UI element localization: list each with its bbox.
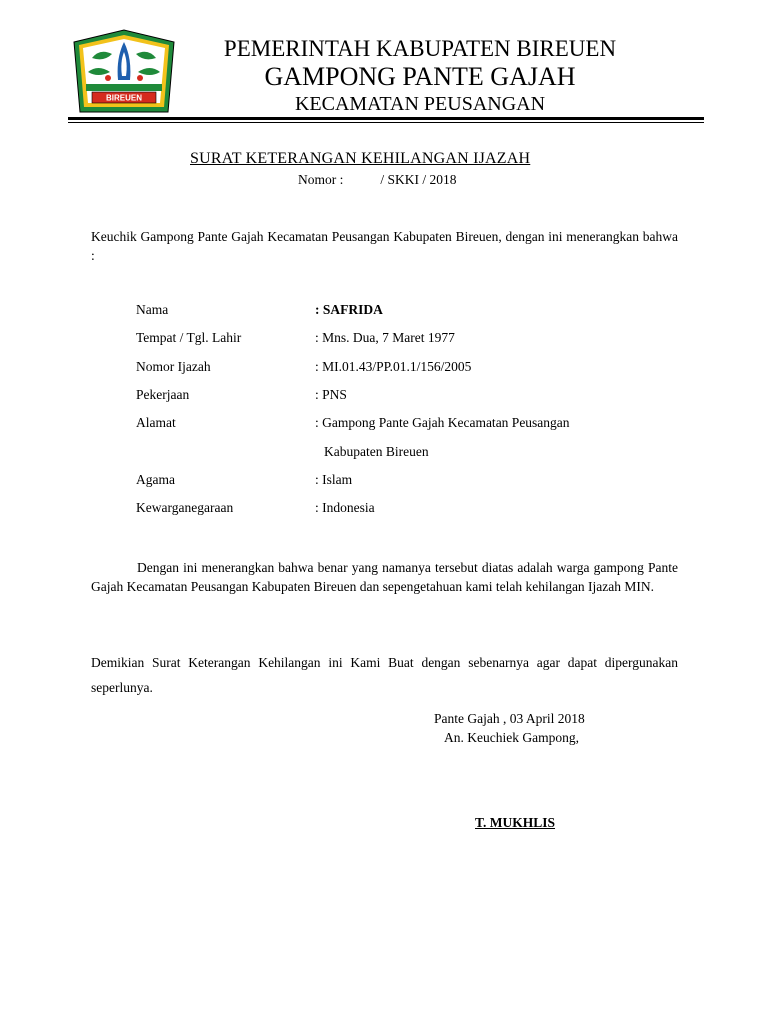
letter-title: SURAT KETERANGAN KEHILANGAN IJAZAH (190, 150, 531, 167)
field-label-agama: Agama (136, 472, 175, 487)
field-value-alamat: : Gampong Pante Gajah Kecamatan Peusangan (315, 415, 570, 430)
letter-number (298, 172, 457, 188)
field-value-alamat-line2: Kabupaten Bireuen (324, 444, 429, 459)
header-village: GAMPONG PANTE GAJAH (264, 62, 576, 91)
field-value-agama: : Islam (315, 472, 353, 487)
field-label-ijazah: Nomor Ijazah (136, 359, 211, 374)
body-paragraph: Dengan ini menerangkan bahwa benar yang namanya tersebut diatas adalah warga gampong Pante Gajah Kecamatan Peusangan Kabupaten Bireuen dan sepengetahuan kami telah kehilangan Ijazah MIN. (91, 560, 678, 594)
field-label-kewarganegaraan: Kewarganegaraan (136, 500, 234, 515)
field-value-pekerjaan: : PNS (315, 387, 347, 402)
field-value-ijazah: : MI.01.43/PP.01.1/156/2005 (315, 359, 472, 374)
field-value-kewarganegaraan: : Indonesia (315, 500, 375, 515)
header-rule-thick (68, 117, 704, 120)
intro-paragraph: Keuchik Gampong Pante Gajah Kecamatan Peusangan Kabupaten Bireuen, dengan ini menerangkan bahwa : (91, 229, 678, 263)
closing-paragraph: Demikian Surat Keterangan Kehilangan ini Kami Buat dengan sebenarnya agar dapat dipergunakan seperlunya. (91, 655, 678, 695)
header-district: KECAMATAN PEUSANGAN (294, 93, 546, 115)
field-label-nama: Nama (136, 302, 169, 317)
emblem-ribbon-text: BIREUEN (105, 93, 143, 103)
field-value-nama: : SAFRIDA (315, 302, 383, 317)
header-rule-thin (68, 122, 704, 123)
place-date: Pante Gajah , 03 April 2018 (434, 711, 585, 726)
header-government: PEMERINTAH KABUPATEN BIREUEN (223, 36, 617, 61)
signer-name: T. MUKHLIS (475, 815, 556, 830)
nomor-value: / SKKI / 2018 (380, 172, 457, 187)
field-label-alamat: Alamat (136, 415, 176, 430)
signature-title: An. Keuchiek Gampong, (444, 730, 579, 745)
field-label-pekerjaan: Pekerjaan (136, 387, 190, 402)
nomor-label: Nomor : (298, 172, 344, 187)
field-label-birth: Tempat / Tgl. Lahir (136, 330, 242, 345)
field-value-birth: : Mns. Dua, 7 Maret 1977 (315, 330, 455, 345)
